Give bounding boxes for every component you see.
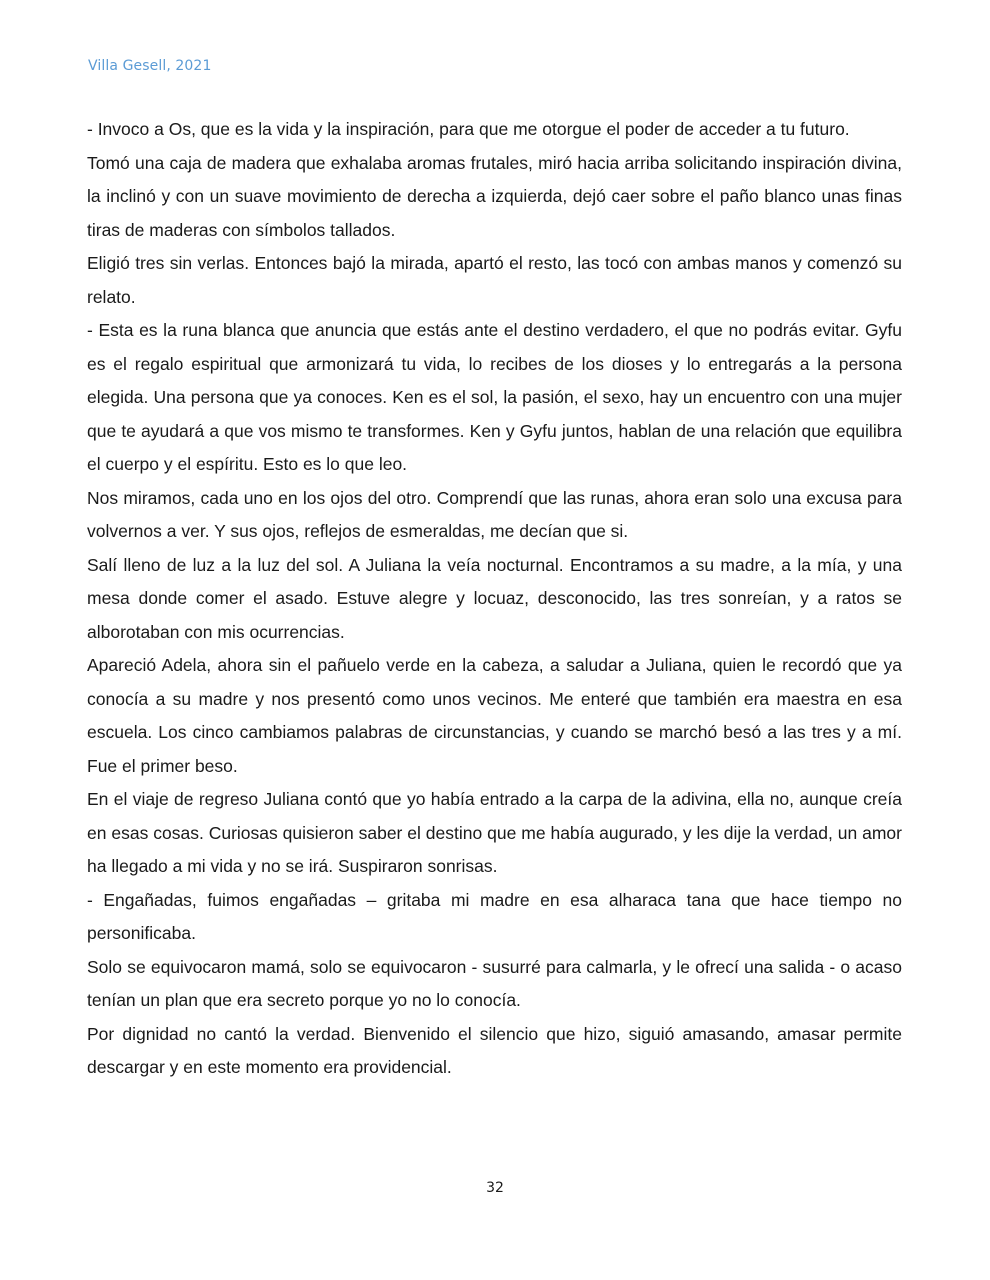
page-number: 32 [486,1180,504,1196]
paragraph: Nos miramos, cada uno en los ojos del otro. Comprendí que las runas, ahora eran solo una excusa para volvernos a ver. Y sus ojos, reflejos de esmeraldas, me decían que si. [87,487,902,541]
paragraph: En el viaje de regreso Juliana contó que yo había entrado a la carpa de la adivina, ella no, aunque creía en esas cosas. Curiosas quisieron saber el destino que me había augurado, y les dije la verdad, un amor ha llegado a mi vida y no se irá. Suspiraron sonrisas. [87,789,902,876]
paragraph: - Engañadas, fuimos engañadas – gritaba mi madre en esa alharaca tana que hace tiempo no personificaba. [87,889,902,943]
paragraph: Salí lleno de luz a la luz del sol. A Juliana la veía nocturnal. Encontramos a su madre, a la mía, y una mesa donde comer el asado. Estuve alegre y locuaz, desconocido, las tres sonreían, y a ratos se alborotaban con mis ocurrencias. [87,554,902,642]
paragraph: Eligió tres sin verlas. Entonces bajó la mirada, apartó el resto, las tocó con ambas manos y comenzó su relato. [87,253,902,307]
paragraph: Solo se equivocaron mamá, solo se equivocaron - susurré para calmarla, y le ofrecí una salida - o acaso tenían un plan que era secreto porque yo no lo conocía. [87,956,902,1010]
body-text [87,113,902,1085]
running-header: Villa Gesell, 2021 [88,58,212,74]
paragraph: Apareció Adela, ahora sin el pañuelo verde en la cabeza, a saludar a Juliana, quien le recordó que ya conocía a su madre y nos presentó como unos vecinos. Me enteré que también era maestra en esa escuela. Los cinco cambiamos palabras de circunstancias, y cuando se marchó besó a las tres y a mí. Fue el primer beso. [87,655,902,776]
paragraph: - Invoco a Os, que es la vida y la inspiración, para que me otorgue el poder de acceder a tu futuro. [87,119,850,139]
paragraph: Por dignidad no cantó la verdad. Bienvenido el silencio que hizo, siguió amasando, amasar permite descargar y en este momento era providencial. [87,1023,902,1077]
paragraph: Tomó una caja de madera que exhalaba aromas frutales, miró hacia arriba solicitando inspiración divina, la inclinó y con un suave movimiento de derecha a izquierda, dejó caer sobre el paño blanco unas finas tiras de maderas con símbolos tallados. [87,152,902,240]
paragraph: - Esta es la runa blanca que anuncia que estás ante el destino verdadero, el que no podrás evitar. Gyfu es el regalo espiritual que armonizará tu vida, lo recibes de los dioses y lo entregarás a la persona elegida. Una persona que ya conoces. Ken es el sol, la pasión, el sexo, hay un encuentro con una mujer que te ayudará a que vos mismo te transformes. Ken y Gyfu juntos, hablan de una relación que equilibra el cuerpo y el espíritu. Esto es lo que leo. [87,320,902,474]
